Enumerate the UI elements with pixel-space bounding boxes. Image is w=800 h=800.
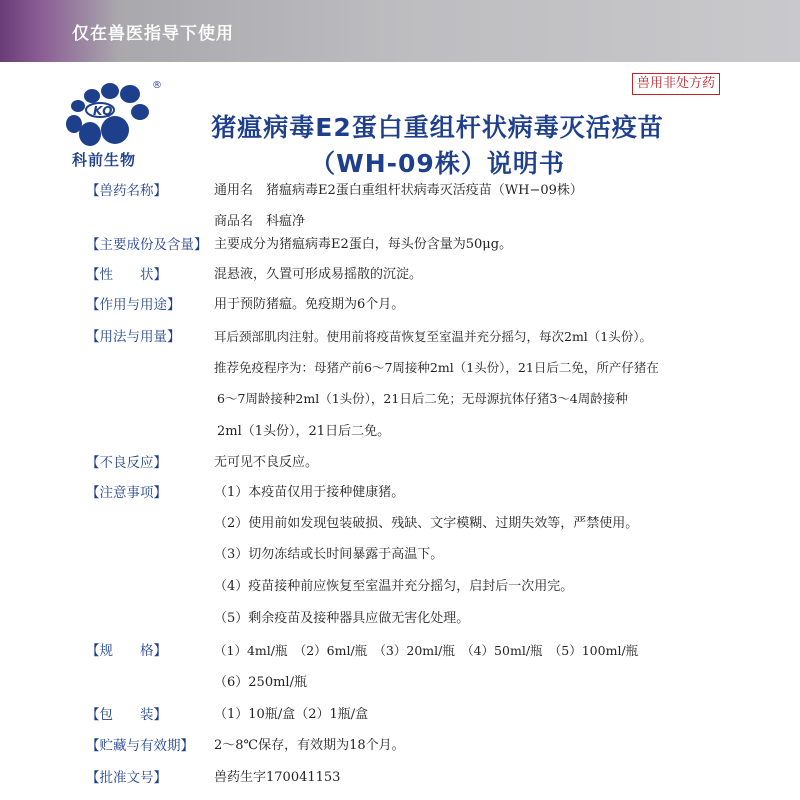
section-text: 无可见不良反应。	[214, 455, 319, 470]
top-banner	[0, 0, 800, 62]
section-precautions-cont	[86, 608, 776, 632]
section-label: 【批准文号】	[86, 770, 167, 786]
section-label: 【注意事项】	[86, 485, 167, 501]
section-text: 主要成分为猪瘟病毒E2蛋白，每头份含量为50μg。	[214, 237, 513, 252]
otc-badge: 兽用非处方药	[632, 73, 720, 95]
section-text: （2）使用前如发现包装破损、残缺、文字模糊、过期失效等，严禁使用。	[214, 516, 639, 531]
section-text: 混悬液，久置可形成易摇散的沉淀。	[214, 267, 423, 282]
section-label: 【作用与用途】	[86, 297, 181, 313]
section-label: 【包 装】	[86, 707, 167, 723]
company-name: 科前生物	[72, 151, 137, 169]
banner-text: 仅在兽医指导下使用	[72, 24, 234, 44]
section-precautions	[86, 482, 776, 506]
document-title-line-2: （WH-09株）说明书	[310, 149, 565, 178]
document-title-line-1: 猪瘟病毒E2蛋白重组杆状病毒灭活疫苗	[211, 113, 664, 142]
section-label: 【用法与用量】	[86, 329, 181, 345]
section-label: 【不良反应】	[86, 455, 167, 471]
section-text: 2ml（1头份），21日后二免。	[217, 424, 391, 439]
section-text: （6）250ml/瓶	[214, 675, 307, 690]
section-text: 耳后颈部肌肉注射。使用前将疫苗恢复至室温并充分摇匀，每次2ml（1头份）。	[214, 329, 653, 344]
section-usage	[86, 326, 776, 350]
section-text: （1）本疫苗仅用于接种健康猪。	[214, 485, 405, 500]
svg-text:®: ®	[152, 80, 162, 91]
section-text: 推荐免疫程序为：母猪产前6～7周接种2ml（1头份），21日后二免，所产仔猪在	[214, 360, 659, 375]
section-approval	[86, 767, 776, 791]
section-precautions-cont	[86, 544, 776, 568]
section-packaging	[86, 704, 776, 728]
section-name	[86, 180, 776, 204]
section-text: （1）10瓶/盒（2）1瓶/盒	[214, 707, 369, 722]
section-properties	[86, 264, 776, 288]
section-specs	[86, 640, 776, 664]
trade-name: 商品名 科瘟净	[214, 214, 306, 229]
generic-name: 通用名 猪瘟病毒E2蛋白重组杆状病毒灭活疫苗（WH−09株）	[214, 183, 583, 198]
section-label: 【规 格】	[86, 643, 167, 659]
section-ingredients	[86, 234, 776, 258]
section-usage-cont	[86, 421, 776, 445]
section-storage	[86, 735, 776, 759]
section-usage-cont	[86, 388, 776, 412]
section-text: 用于预防猪瘟。免疫期为6个月。	[214, 297, 405, 312]
section-function	[86, 294, 776, 318]
section-precautions-cont	[86, 576, 776, 600]
section-specs-cont	[86, 672, 776, 696]
section-label: 【性 状】	[86, 267, 167, 283]
section-text: （1）4ml/瓶 （2）6ml/瓶 （3）20ml/瓶 （4）50ml/瓶 （5）100ml/瓶	[214, 643, 639, 658]
section-adverse	[86, 452, 776, 476]
section-text: 6～7周龄接种2ml（1头份），21日后二免；无母源抗体仔猪3～4周龄接种	[217, 391, 628, 406]
section-precautions-cont	[86, 513, 776, 537]
svg-text:KQ: KQ	[93, 104, 113, 118]
section-text: （3）切勿冻结或长时间暴露于高温下。	[214, 547, 444, 562]
section-label: 【贮藏与有效期】	[86, 738, 194, 754]
section-usage-cont	[86, 357, 776, 381]
section-name-cont	[86, 211, 776, 235]
section-text: （4）疫苗接种前应恢复至室温并充分摇匀，启封后一次用完。	[214, 579, 574, 594]
section-label: 【主要成份及含量】	[86, 237, 208, 253]
section-label: 【兽药名称】	[86, 183, 167, 199]
section-text: 2～8℃保存，有效期为18个月。	[214, 738, 405, 753]
section-text: （5）剩余疫苗及接种器具应做无害化处理。	[214, 611, 470, 626]
section-text: 兽药生字170041153	[214, 770, 341, 785]
